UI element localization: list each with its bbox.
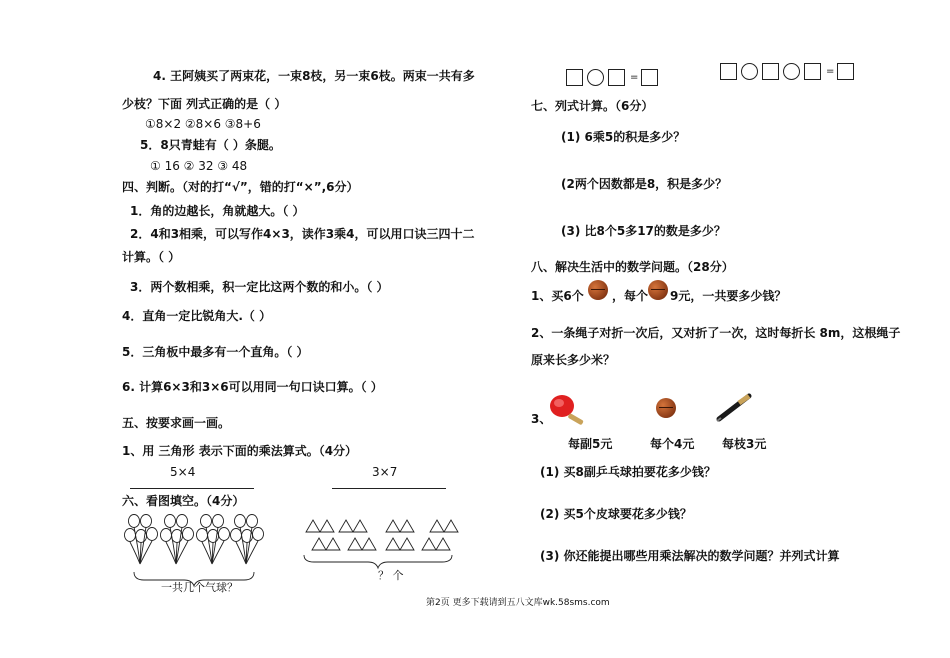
problem1-a: 1、买6个 [531, 289, 584, 303]
problem3-sub2: (2) 买5个皮球要花多少钱？ [540, 507, 692, 521]
judge-1: 1．角的边越长，角就越大。（ ） [130, 204, 305, 218]
price-paddle: 每副5元 [568, 437, 613, 451]
problem2-line1: 2、一条绳子对折一次后，又对折了一次，这时每折长 8m，这根绳子 [531, 326, 901, 340]
page-footer: 第2页 更多下载请到五八文库wk.58sms.com [426, 598, 610, 608]
problem3-sub3: (3) 你还能提出哪些用乘法解决的数学问题？并列式计算 [540, 549, 840, 563]
blank-circle[interactable] [587, 69, 604, 86]
calc-3: (3) 比8个5多17的数是多少？ [561, 224, 726, 238]
q4-options: ①8×2 ②8×6 ③8+6 [145, 117, 261, 131]
blank-box[interactable] [762, 63, 779, 80]
basketball-icon [648, 280, 668, 300]
q5-line: 5．8只青蛙有（ ）条腿。 [140, 138, 281, 152]
blank-box[interactable] [608, 69, 625, 86]
answer-line-2 [332, 488, 446, 489]
problem2-line2: 原来长多少米？ [531, 353, 616, 367]
calc-2: (2两个因数都是8，积是多少？ [561, 177, 728, 191]
paddle-icon [548, 393, 588, 427]
problem1-c: 9元，一共要多少钱？ [670, 289, 787, 303]
judge-6: 6. 计算6×3和3×6可以用同一句口诀口算。（ ） [122, 380, 383, 394]
judge-4: 4．直角一定比锐角大.（ ） [122, 309, 272, 323]
triangle-icon [300, 518, 455, 573]
problem1-b: ，每个 [612, 289, 649, 303]
judge-3: 3．两个数相乘，积一定比这两个数的和小。（ ） [130, 280, 389, 294]
blank-box[interactable] [837, 63, 854, 80]
q5-options: ① 16 ② 32 ③ 48 [150, 159, 248, 173]
problem3-sub1: (1) 买8副乒乓球拍要花多少钱？ [540, 465, 716, 479]
section5-title: 五、按要求画一画。 [122, 416, 231, 430]
section7-title: 七、列式计算。（6分） [531, 99, 654, 113]
blank-box[interactable] [804, 63, 821, 80]
judge-5: 5．三角板中最多有一个直角。（ ） [122, 345, 309, 359]
calc-1: (1) 6乘5的积是多少？ [561, 130, 686, 144]
section8-title: 八、解决生活中的数学问题。（28分） [531, 260, 734, 274]
expr-5x4: 5×4 [170, 465, 196, 479]
blank-box[interactable] [641, 69, 658, 86]
problem3-number: 3、 [531, 412, 552, 426]
equals-sign: = [826, 66, 835, 77]
equals-sign: = [630, 72, 639, 83]
price-ball: 每个4元 [650, 437, 695, 451]
pen-icon [715, 392, 755, 422]
balloon-caption: 一共几个气球？ [161, 581, 238, 594]
q4-line2: 少枝？下面 列式正确的是（ ） [122, 97, 287, 111]
triangle-caption: ？ 个 [378, 569, 404, 582]
judge-2-line1: 2．4和3相乘，可以写作4×3，读作3乘4，可以用口诀三四十二 [130, 227, 475, 241]
balloon-icon [124, 512, 264, 588]
q4-line1: 4. 王阿姨买了两束花，一束8枝，另一束6枝。两束一共有多 [153, 69, 475, 83]
blank-box[interactable] [566, 69, 583, 86]
blank-box[interactable] [720, 63, 737, 80]
price-pen: 每枝3元 [722, 437, 767, 451]
section5-q1: 1、用 三角形 表示下面的乘法算式。（4分） [122, 444, 358, 458]
section6-title: 六、看图填空。（4分） [122, 494, 245, 508]
answer-line-1 [130, 488, 254, 489]
basketball-icon [588, 280, 608, 300]
expr-3x7: 3×7 [372, 465, 398, 479]
section4-title: 四、判断。（对的打“√”，错的打“×”,6分） [122, 180, 359, 194]
blank-circle[interactable] [741, 63, 758, 80]
blank-circle[interactable] [783, 63, 800, 80]
basketball-icon [656, 398, 676, 418]
judge-2-line2: 计算。（ ） [122, 250, 181, 264]
